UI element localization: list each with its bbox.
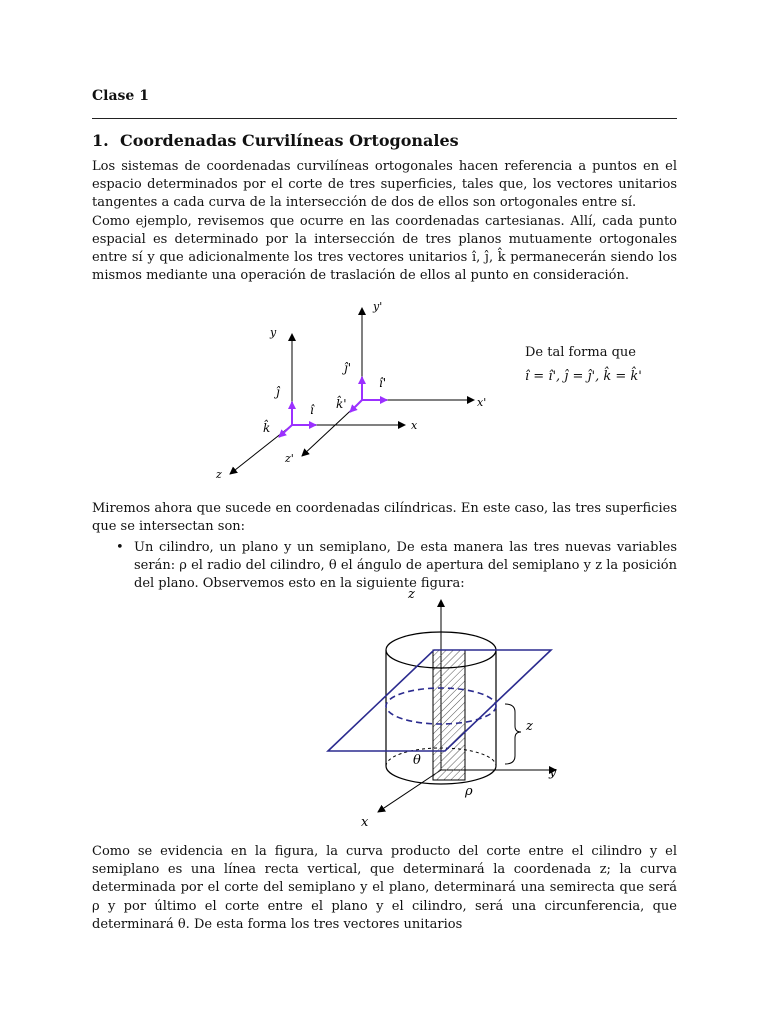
section-title: Coordenadas Curvilíneas Ortogonales: [120, 131, 459, 150]
label-j-prime: ĵ': [344, 361, 352, 375]
cylindrical-figure: [320, 582, 570, 832]
paragraph-2: [92, 213, 677, 286]
label-j: ĵ: [276, 385, 280, 399]
cyl-x-axis: [378, 770, 441, 812]
paragraph-3: Miremos ahora que sucede en coordenadas cilíndricas. En este caso, las tres superficies que se intersectan son:: [92, 501, 677, 535]
side-note-equation: î = î', ĵ = ĵ', k̂ = k̂': [525, 369, 642, 384]
cyl-label-z: z: [408, 587, 415, 602]
label-z-brace: z: [526, 719, 533, 734]
bullet-dot: •: [116, 540, 124, 555]
semiplane: [433, 650, 465, 780]
label-z: z: [216, 468, 222, 481]
bullet-text: Un cilindro, un plano y un semiplano, De esta manera las tres nuevas variables serán: ρ el radio del cilindro, θ el ángulo de apertura del semiplano y z la posición del plano. Observemos esto en la siguiente figura:: [134, 540, 677, 592]
unit-vector-k: [279, 425, 292, 437]
cyl-label-y: y: [549, 765, 557, 780]
label-i-prime: î': [379, 376, 387, 390]
paragraph-1: Los sistemas de coordenadas curvilíneas ortogonales hacen referencia a puntos en el espacio determinados por el corte de tres superficies, tales que, los vectores unitarios tangentes a cada curva de la intersección de dos de ellos son ortogonales entre sí.: [92, 159, 677, 211]
page-header: Clase 1: [92, 88, 149, 104]
section-heading: [92, 131, 459, 150]
z-brace: [505, 704, 521, 764]
paragraph-2-start: Como ejemplo, revisemos que ocurre en las coordenadas cartesianas. Allí, cada punto espacial es determinado por la intersección de tres planos mutuamente ortogonales entre sí y que adicionalmente los tres vectores unitarios: [92, 213, 677, 266]
side-note-line-1: De tal forma que: [525, 345, 636, 360]
label-y-prime: y': [373, 300, 383, 313]
header-rule: [92, 118, 677, 119]
cyl-label-x: x: [361, 815, 369, 830]
label-k-prime: k̂': [336, 397, 347, 411]
cartesian-axes-figure: [200, 292, 500, 492]
label-x: x: [411, 419, 418, 432]
paragraph-4: Como se evidencia en la figura, la curva producto del corte entre el cilindro y el semiplano es una línea recta vertical, que determinará la coordenada z; la curva determinada por el corte del semiplano y el plano, determinará una semirecta que será ρ y por último el corte entre el plano y el cilindro, será una circunferencia, que determinará θ. De esta forma los tres vectores unitarios: [92, 844, 677, 932]
label-rho: ρ: [465, 784, 473, 799]
label-i: î: [310, 403, 314, 417]
paragraph-2-end: permanecerán siendo los mismos mediante una operación de traslación de ellos al punto en consideración.: [92, 250, 678, 284]
unit-vector-k-prime: [350, 400, 362, 412]
label-x-prime: x': [477, 396, 487, 409]
label-k: k̂: [263, 421, 271, 435]
section-number: 1.: [92, 131, 109, 150]
label-theta: θ: [413, 753, 421, 768]
intro-paragraphs: [92, 158, 677, 285]
label-y: y: [270, 326, 277, 339]
unit-vectors-inline: î, ĵ, k̂: [471, 250, 506, 266]
side-note: [525, 341, 642, 389]
label-z-prime: z': [285, 452, 294, 465]
